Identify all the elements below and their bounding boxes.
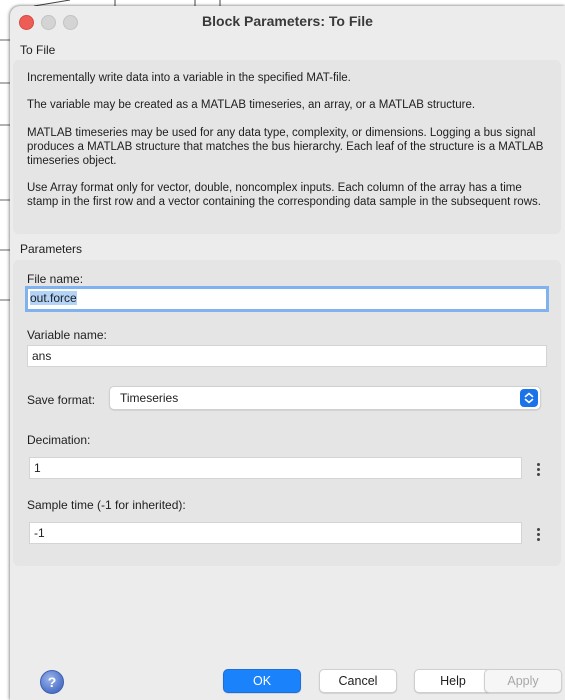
variable-name-input[interactable]: ans bbox=[27, 345, 547, 367]
decimation-label: Decimation: bbox=[27, 433, 91, 447]
file-name-label: File name: bbox=[27, 272, 84, 286]
save-format-value: Timeseries bbox=[120, 391, 179, 405]
decimation-input[interactable]: 1 bbox=[29, 457, 522, 479]
chevron-updown-icon bbox=[520, 389, 538, 407]
block-type-label: To File bbox=[20, 43, 56, 57]
sample-time-label: Sample time (-1 for inherited): bbox=[27, 498, 186, 512]
parameters-section-label: Parameters bbox=[20, 242, 83, 256]
sample-time-input[interactable]: -1 bbox=[29, 522, 522, 544]
sample-time-kebab-icon[interactable] bbox=[533, 528, 545, 546]
ok-button[interactable]: OK bbox=[223, 669, 301, 693]
description-line-4: Use Array format only for vector, double, noncomplex inputs. Each column of the array has a time stamp in the first row and a vector containing the corresponding data sample in the subsequent rows. bbox=[27, 182, 541, 208]
save-format-select[interactable] bbox=[109, 386, 541, 410]
variable-name-label: Variable name: bbox=[27, 328, 107, 342]
apply-button[interactable]: Apply bbox=[484, 669, 562, 693]
title-bar bbox=[10, 6, 565, 36]
file-name-input[interactable] bbox=[25, 286, 549, 312]
cancel-button[interactable]: Cancel bbox=[319, 669, 397, 693]
description-panel bbox=[13, 60, 561, 234]
description-line-3: MATLAB timeseries may be used for any data type, complexity, or dimensions. Logging a bus signal produces a MATLAB structure that matches the bus hierarchy. Each leaf of the structure is a MATLAB timeseries object. bbox=[27, 127, 544, 167]
block-parameters-dialog bbox=[10, 6, 565, 700]
decimation-kebab-icon[interactable] bbox=[533, 463, 545, 481]
save-format-label: Save format: bbox=[27, 393, 96, 407]
description-line-1: Incrementally write data into a variable in the specified MAT-file. bbox=[27, 72, 351, 84]
file-name-value: out.force bbox=[30, 291, 77, 305]
window-title: Block Parameters: To File bbox=[202, 13, 373, 29]
description-line-2: The variable may be created as a MATLAB timeseries, an array, or a MATLAB structure. bbox=[27, 99, 476, 111]
help-icon[interactable]: ? bbox=[40, 670, 64, 694]
help-button[interactable]: Help bbox=[414, 669, 492, 693]
